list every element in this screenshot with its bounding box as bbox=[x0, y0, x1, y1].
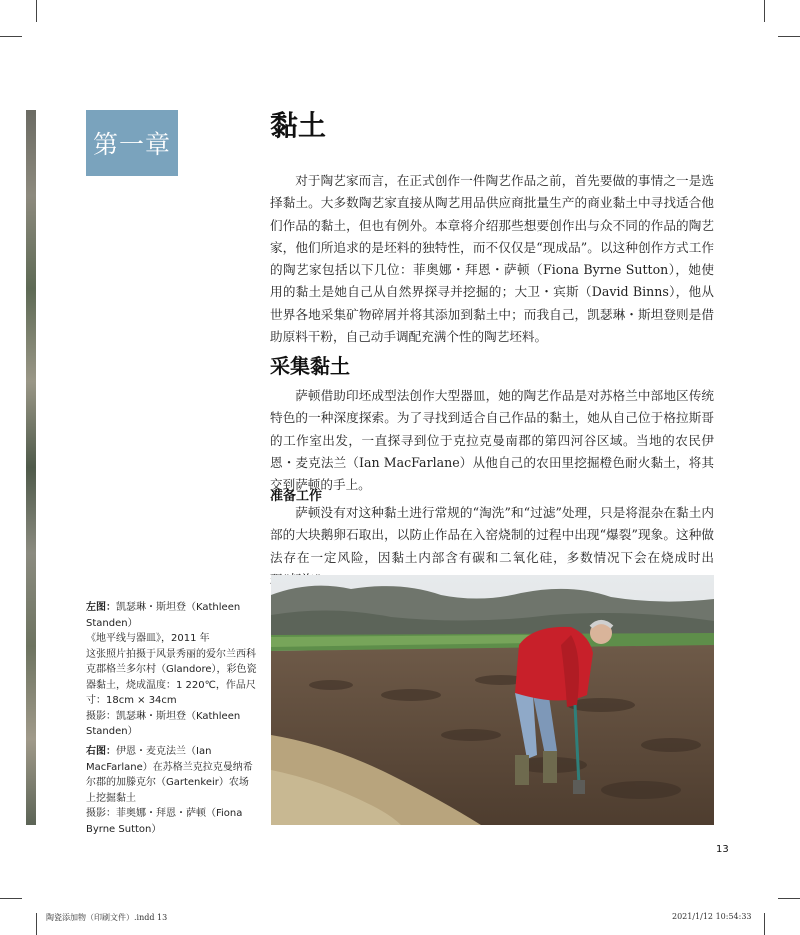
caption-line: 摄影：凯瑟琳・斯坦登（Kathleen Standen） bbox=[86, 710, 241, 737]
page-number: 13 bbox=[716, 844, 729, 855]
crop-mark bbox=[36, 0, 37, 22]
slug-timestamp: 2021/1/12 10:54:33 bbox=[672, 912, 752, 921]
crop-mark bbox=[778, 36, 800, 37]
caption-right bbox=[86, 744, 258, 837]
caption-line: 凯瑟琳・斯坦登（Kathleen Standen） bbox=[86, 602, 241, 629]
caption-line: 《地平线与器皿》，2011 年 bbox=[86, 633, 210, 644]
slug-filename: 陶瓷添加物（印刷文件）.indd 13 bbox=[46, 913, 168, 922]
caption-line: 摄影：菲奥娜・拜恩・萨顿（Fiona Byrne Sutton） bbox=[86, 808, 243, 835]
subheading: 准备工作 bbox=[270, 489, 323, 504]
crop-mark bbox=[764, 0, 765, 22]
farm-photo bbox=[271, 575, 714, 825]
caption-line: 伊恩・麦克法兰（Ian MacFarlane）在苏格兰克拉克曼纳希尔郡的加滕克尔（Gartenkeir）农场上挖掘黏土 bbox=[86, 746, 253, 804]
chapter-label: 第一章 bbox=[86, 110, 178, 176]
crop-mark bbox=[36, 913, 37, 935]
section-paragraph: 萨顿借助印坯成型法创作大型器皿，她的陶艺作品是对苏格兰中部地区传统特色的一种深度探索。为了寻找到适合自己作品的黏土，她从自己位于格拉斯哥的工作室出发，一直探寻到位于克拉克曼南郡的第四河谷区域。当地的农民伊恩・麦克法兰（Ian MacFarlane）从他自己的农田里挖掘橙色耐火黏土，将其交到萨顿的手上。 bbox=[270, 388, 714, 493]
section-heading: 采集黏土 bbox=[270, 354, 350, 378]
caption-left bbox=[86, 600, 258, 740]
crop-mark bbox=[764, 913, 765, 935]
intro-paragraph: 对于陶艺家而言，在正式创作一件陶艺作品之前，首先要做的事情之一是选择黏土。大多数陶艺家直接从陶艺用品供应商批量生产的商业黏土中寻找适合他们作品的黏土，但也有例外。本章将介绍那些想要创作出与众不同的作品的陶艺家，他们所追求的是坯料的独特性，而不仅仅是“现成品”。以这种创作方式工作的陶艺家包括以下几位：菲奥娜・拜恩・萨顿（Fiona Byrne Sutton），她使用的黏土是她自己从自然界探寻并挖掘的；大卫・宾斯（David Binns），他从世界各地采集矿物碎屑并将其添加到黏土中；而我自己，凯瑟琳・斯坦登则是借助原料干粉，自己动手调配充满个性的陶艺坯料。 bbox=[270, 173, 714, 345]
crop-mark bbox=[0, 36, 22, 37]
page-title: 黏土 bbox=[270, 109, 327, 142]
crop-mark bbox=[778, 898, 800, 899]
sub-paragraph: 萨顿没有对这种黏土进行常规的“淘洗”和“过滤”处理，只是将混杂在黏土内部的大块鹅卵石取出，以防止作品在入窑烧制的过程中出现“爆裂”现象。这种做法存在一定风险，因黏土内部含有碳和二氧化硅，多数情况下会在烧成时出 bbox=[270, 505, 714, 565]
crop-mark bbox=[0, 898, 22, 899]
caption-right-label: 右图： bbox=[86, 746, 116, 757]
left-photo-strip bbox=[26, 110, 36, 825]
caption-left-label: 左图： bbox=[86, 602, 116, 613]
caption-line: 这张照片拍摄于风景秀丽的爱尔兰西科克郡格兰多尔村（Glandore），彩色瓷器黏土，烧成温度：1 220℃，作品尺寸：18cm × 34cm bbox=[86, 648, 257, 706]
